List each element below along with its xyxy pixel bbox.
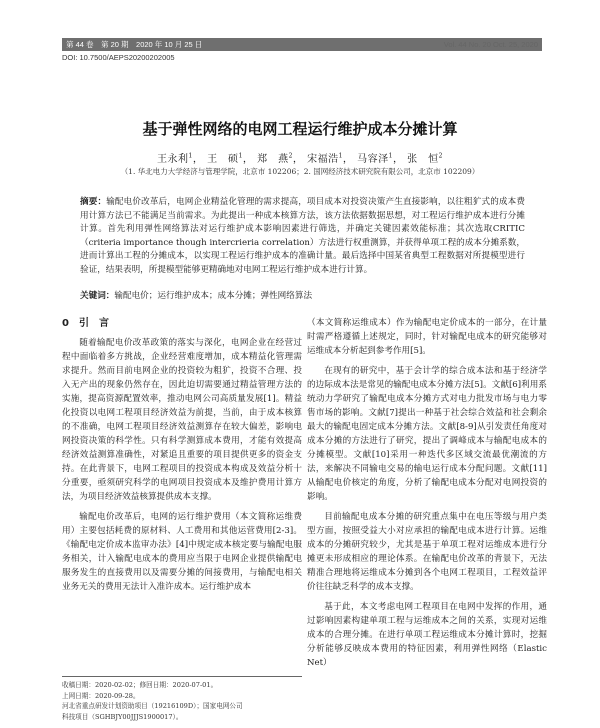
abstract-label: 摘要： — [80, 197, 107, 207]
body-paragraph: 输配电价改革后，电网的运行维护费用（本文简称运维费用）主要包括耗费的原材料、人工费用和其他运营费用[2-3]。《输配电定价成本监审办法》[4]中规定成本核定要与输配电服务相关，计入输配电成本的费用应当限于电网企业提供输配电服务发生的直接费用以及需要分摊的间接费用，与输配电相关业务无关的费用无法计入准许成本。运行维护成本 — [62, 512, 302, 592]
body-paragraph: 目前输配电成本分摊的研究重点集中在电压等级与用户类型方面，按照受益大小对应承担的输配电成本进行计算。运维成本的分摊研究较少，尤其是基于单项工程对运维成本进行分摊更未形成相应的理论体系。在输配电价改革的背景下，无法精准合理地将运维成本分摊到各个电网工程项目，工程效益评价往往缺乏科学的成本支撑。 — [307, 512, 547, 592]
author: 王永利$^1$ — [157, 152, 193, 165]
body-paragraph: （本文简称运维成本）作为输配电定价成本的一部分，在计量时需严格遵循上述规定，同时，针对输配电成本的研究能够对运维成本分析起到参考作用[5]。 — [307, 318, 547, 356]
paper-title: 基于弹性网络的电网工程运行维护成本分摊计算 — [142, 120, 458, 138]
journal-issue-english: Vol. 44 No. 20 Oct. 25, 2020 — [443, 40, 538, 49]
footnotes — [62, 676, 302, 722]
author: 张 恒$^2$ — [407, 152, 443, 165]
footnote-line: 上网日期：2020-09-28。 — [62, 691, 140, 700]
footnote-line: 科技项目（SGHBJY00JJJS1900017）。 — [62, 712, 183, 721]
section-heading: 0 引 言 — [62, 318, 109, 329]
doi: DOI: 10.7500/AEPS20200202005 — [62, 53, 175, 62]
body-paragraph: 基于此，本文考虑电网工程项目在电网中发挥的作用，通过影响因素构建单项工程与运维成本之间的关系，实现对运维成本的合理分摊。在进行单项工程运维成本分摊计算时，挖掘分析能够反映成本费用的特征因素，利用弹性网络（Elastic Net） — [307, 602, 547, 668]
right-column — [307, 316, 547, 670]
author: 郑 燕$^2$ — [257, 152, 293, 165]
author: 宋福浩$^1$ — [307, 152, 343, 165]
footnote-line: 收稿日期：2020-02-02；修回日期：2020-07-01。 — [62, 681, 218, 689]
body-paragraph: 随着输配电价改革政策的落实与深化，电网企业在经营过程中面临着多方挑战，企业经营难度增加，成本精益化管理需求提升。然而目前电网企业的投资较为粗犷，投资不合理、投入无产出的现象仍然存在，因此迫切需要通过精益管理方法的实施，提高资源配置效率，推动电网公司高质量发展[1]。精益化投资以电网工程项目经济效益为前提，当前，由于成本核算的不准确，电网工程项目经济效益测算存在较大偏差，影响电网投资决策的科学性。只有科学测算成本费用，才能有效提高经济效益测算准确性，对紧追且重要的项目提供更多的资金支持。在此背景下，电网工程项目的投资成本构成及效益分析十分重要，亟须研究科学的电网项目投资成本及维护费用计算方法，为项目经济效益核算提供成本支撑。 — [62, 338, 302, 502]
abstract-text: 输配电价改革后，电网企业精益化管理的需求提高，项目成本对投资决策产生直接影响，以往粗犷式的成本费用计算方法已不能满足当前需求。为此提出一种成本核算方法，该方法依据数据思想，对工程运行维护成本进行分摊计算。首先利用弹性网络算法对运行维护成本影响因素进行筛选，并确定关键因素效能标准；其次选取CRITIC（criteria importance though intercrieria correlation）方法进行权重测算，并获得单项工程的成本分摊系数，进而计算出工程的分摊成本，以实现工程运行维护成本的准确计量。最后选择中国某省典型工程数据对所提模型进行验证，结果表明，所提模型能够更精确地对电网工程运行维护成本进行计算。 — [80, 197, 525, 275]
footnote-line: 河北省重点研发计划资助项目（19216109D）；国家电网公司 — [62, 702, 243, 710]
journal-issue-label: 第 44 卷 第 20 期 2020 年 10 月 25 日 — [66, 40, 203, 49]
author: 王 硕$^1$ — [207, 152, 243, 165]
affiliation: （1. 华北电力大学经济与管理学院，北京市 102206；2. 国网经济技术研究院有限公司，北京市 102209） — [120, 167, 480, 176]
left-column — [62, 316, 302, 594]
author: 马容泽$^1$ — [357, 152, 393, 165]
body-paragraph: 在现有的研究中，基于会计学的综合成本法和基于经济学的边际成本法是常见的输配电成本分摊方法[5]。文献[6]利用系统动力学研究了输配电成本分摊方式对电力批发市场与电力零售市场的影响。文献[7]提出一种基于社会综合效益和社会剩余最大的输配电固定成本分摊方法。文献[8-9]从引发责任角度对成本分摊的方法进行了研究，提出了调峰成本与输配电成本的分摊模型。文献[10]采用一种迭代多区域交流最优潮流的方法，来解决不同输电交易的输电运行成本分配问题。文献[11]从输配电价核定的角度，分析了输配电成本分配对电网投资的影响。 — [307, 366, 547, 502]
keywords — [80, 290, 525, 303]
abstract — [80, 196, 525, 277]
author-list: 王永利$^1$， 王 硕$^1$， 郑 燕$^2$， 宋福浩$^1$， 马容泽$^1$， 张 恒$^2$ — [157, 152, 443, 165]
keywords-label: 关键词： — [80, 291, 115, 301]
keywords-text: 输配电价；运行维护成本；成本分摊；弹性网络算法 — [114, 291, 313, 301]
